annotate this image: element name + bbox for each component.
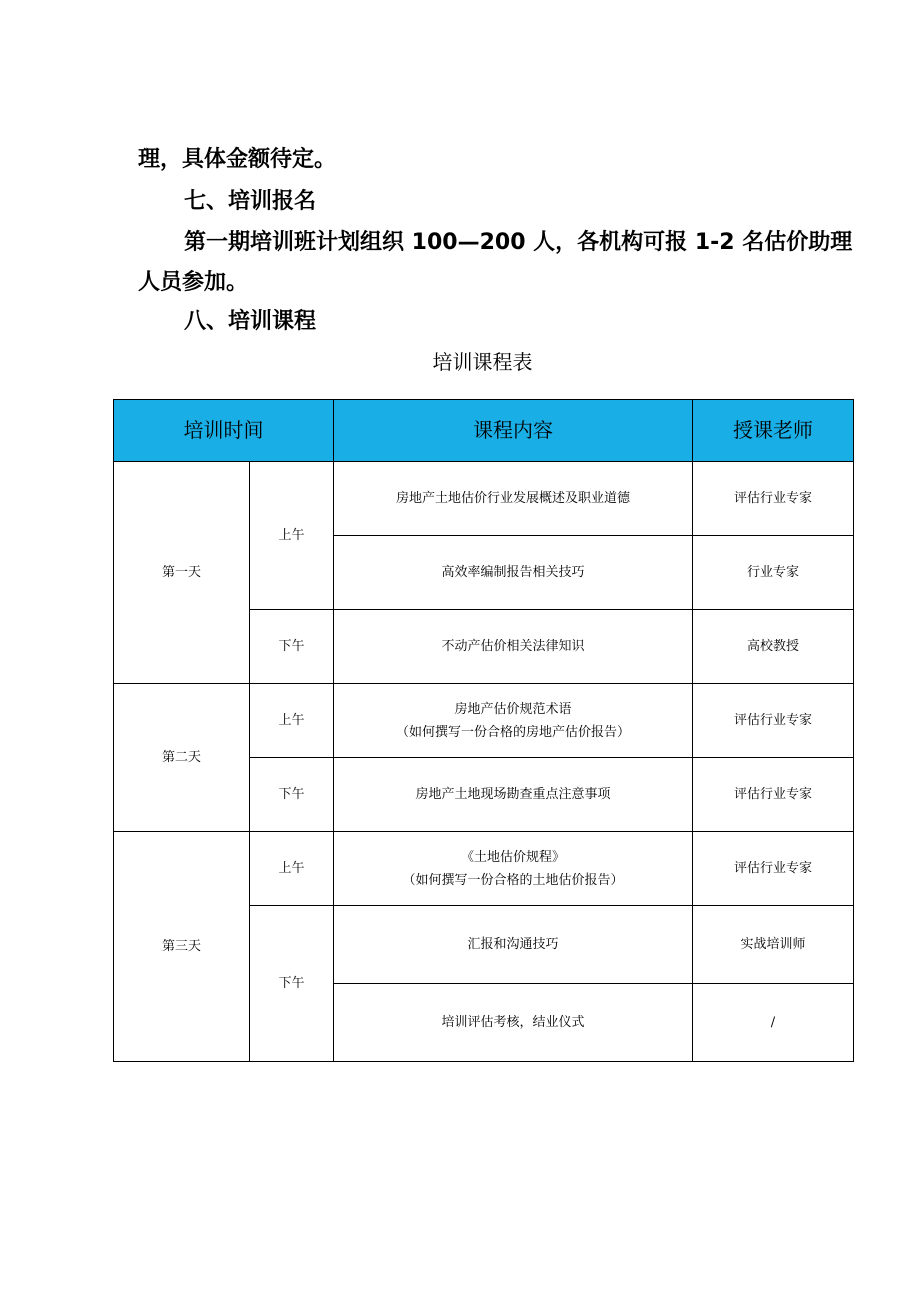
table-caption: 培训课程表 [432, 350, 533, 374]
teacher-cell: 评估行业专家 [693, 758, 854, 832]
teacher-cell: 评估行业专家 [693, 832, 854, 906]
teacher-cell: / [693, 984, 854, 1062]
teacher-cell: 实战培训师 [693, 906, 854, 984]
table-header-row [114, 400, 854, 462]
section-heading-courses: 八、培训课程 [184, 309, 317, 334]
content-cell [334, 684, 693, 758]
teacher-cell: 行业专家 [693, 536, 854, 610]
content-cell: 培训评估考核，结业仪式 [334, 984, 693, 1062]
section-heading-registration: 七、培训报名 [184, 189, 317, 214]
period-cell: 上午 [250, 684, 334, 758]
period-cell: 下午 [250, 906, 334, 1062]
content-cell: 不动产估价相关法律知识 [334, 610, 693, 684]
period-cell: 下午 [250, 758, 334, 832]
header-teacher: 授课老师 [693, 400, 854, 462]
content-line-2: （如何撰写一份合格的土地估价报告） [402, 872, 624, 888]
day-cell: 第一天 [114, 462, 250, 684]
day-cell: 第三天 [114, 832, 250, 1062]
table-row [114, 462, 854, 536]
table-row [114, 684, 854, 758]
day-cell: 第二天 [114, 684, 250, 832]
content-cell: 高效率编制报告相关技巧 [334, 536, 693, 610]
teacher-cell: 评估行业专家 [693, 684, 854, 758]
content-cell: 汇报和沟通技巧 [334, 906, 693, 984]
content-line-2: （如何撰写一份合格的房地产估价报告） [395, 724, 630, 740]
content-line-1: 房地产估价规范术语 [454, 701, 572, 717]
header-time: 培训时间 [114, 400, 334, 462]
period-cell: 上午 [250, 832, 334, 906]
teacher-cell: 评估行业专家 [693, 462, 854, 536]
header-content: 课程内容 [334, 400, 693, 462]
paragraph-registration: 第一期培训班计划组织 100—200 人，各机构可报 1-2 名估价助理人员参加。 [138, 230, 853, 295]
content-cell: 房地产土地估价行业发展概述及职业道德 [334, 462, 693, 536]
course-schedule-table [113, 399, 854, 1062]
period-cell: 下午 [250, 610, 334, 684]
content-cell [334, 832, 693, 906]
content-line-1: 《土地估价规程》 [460, 849, 565, 865]
table-row [114, 832, 854, 906]
content-cell: 房地产土地现场勘查重点注意事项 [334, 758, 693, 832]
paragraph-continuation: 理，具体金额待定。 [138, 147, 337, 172]
teacher-cell: 高校教授 [693, 610, 854, 684]
period-cell: 上午 [250, 462, 334, 610]
